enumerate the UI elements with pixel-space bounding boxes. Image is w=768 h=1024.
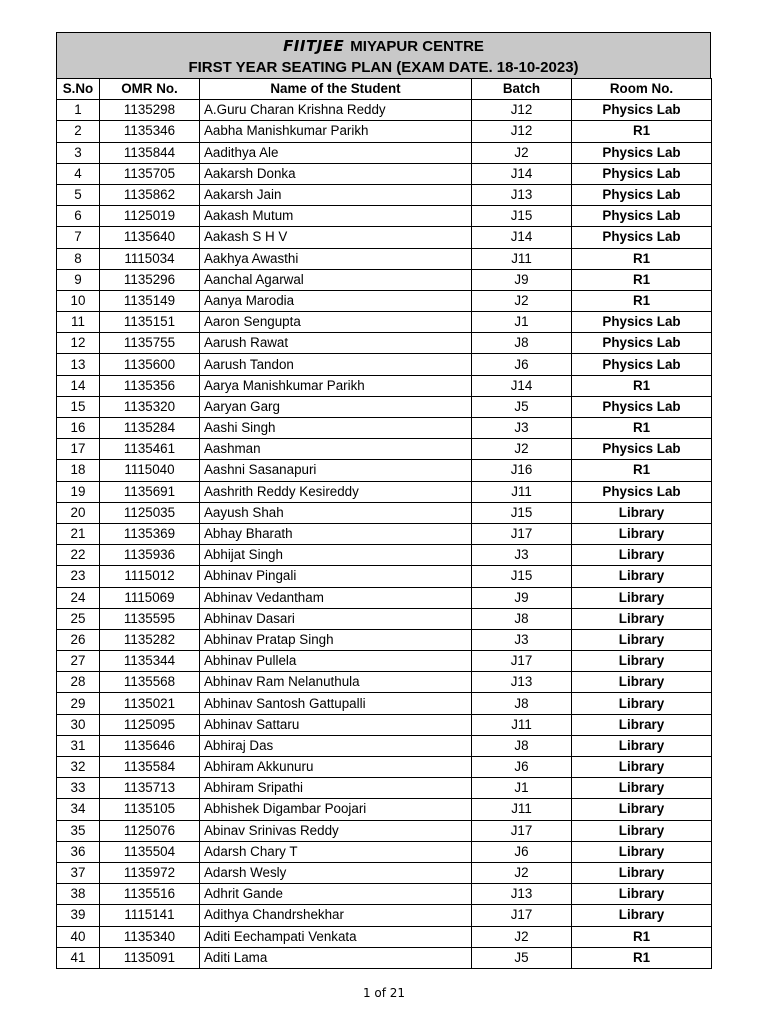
table-row <box>57 545 712 566</box>
cell-batch: J2 <box>472 439 572 460</box>
cell-student-name: Aditi Lama <box>200 947 472 968</box>
table-row <box>57 608 712 629</box>
cell-student-name: Abhinav Sattaru <box>200 714 472 735</box>
cell-batch: J3 <box>472 545 572 566</box>
cell-student-name: Aarya Manishkumar Parikh <box>200 375 472 396</box>
cell-room: Library <box>572 905 712 926</box>
cell-sno: 17 <box>57 439 100 460</box>
cell-room: Library <box>572 778 712 799</box>
cell-batch: J15 <box>472 566 572 587</box>
cell-room: R1 <box>572 248 712 269</box>
cell-room: Library <box>572 757 712 778</box>
cell-omr: 1135151 <box>100 312 200 333</box>
cell-student-name: Adarsh Wesly <box>200 862 472 883</box>
cell-batch: J11 <box>472 799 572 820</box>
seating-plan-sheet <box>56 32 711 969</box>
cell-student-name: Adarsh Chary T <box>200 841 472 862</box>
cell-batch: J17 <box>472 905 572 926</box>
cell-sno: 33 <box>57 778 100 799</box>
table-row <box>57 333 712 354</box>
cell-sno: 18 <box>57 460 100 481</box>
cell-omr: 1135369 <box>100 523 200 544</box>
cell-batch: J6 <box>472 841 572 862</box>
cell-omr: 1125095 <box>100 714 200 735</box>
page-number: 1 of 21 <box>362 986 406 1000</box>
cell-omr: 1135296 <box>100 269 200 290</box>
cell-batch: J2 <box>472 290 572 311</box>
cell-omr: 1135844 <box>100 142 200 163</box>
cell-student-name: Abhiraj Das <box>200 735 472 756</box>
cell-omr: 1135340 <box>100 926 200 947</box>
cell-sno: 5 <box>57 184 100 205</box>
cell-room: Library <box>572 523 712 544</box>
cell-sno: 12 <box>57 333 100 354</box>
cell-room: Physics Lab <box>572 142 712 163</box>
cell-sno: 7 <box>57 227 100 248</box>
cell-sno: 21 <box>57 523 100 544</box>
cell-room: Library <box>572 735 712 756</box>
cell-student-name: Aakarsh Donka <box>200 163 472 184</box>
table-row <box>57 227 712 248</box>
cell-omr: 1135568 <box>100 672 200 693</box>
cell-room: R1 <box>572 269 712 290</box>
cell-batch: J8 <box>472 333 572 354</box>
cell-room: Library <box>572 841 712 862</box>
table-row <box>57 693 712 714</box>
cell-batch: J5 <box>472 947 572 968</box>
cell-omr: 1135282 <box>100 629 200 650</box>
cell-omr: 1135504 <box>100 841 200 862</box>
table-row <box>57 566 712 587</box>
table-row <box>57 206 712 227</box>
cell-sno: 9 <box>57 269 100 290</box>
cell-student-name: Aabha Manishkumar Parikh <box>200 121 472 142</box>
cell-omr: 1135691 <box>100 481 200 502</box>
cell-omr: 1135298 <box>100 100 200 121</box>
cell-omr: 1115034 <box>100 248 200 269</box>
cell-omr: 1135595 <box>100 608 200 629</box>
cell-room: Library <box>572 545 712 566</box>
centre-name: MIYAPUR CENTRE <box>350 38 484 55</box>
table-row <box>57 502 712 523</box>
cell-room: R1 <box>572 926 712 947</box>
cell-student-name: Aadithya Ale <box>200 142 472 163</box>
cell-omr: 1115040 <box>100 460 200 481</box>
table-row <box>57 714 712 735</box>
column-header-batch: Batch <box>472 79 572 100</box>
cell-student-name: Adithya Chandrshekhar <box>200 905 472 926</box>
cell-batch: J1 <box>472 778 572 799</box>
table-row <box>57 100 712 121</box>
cell-omr: 1135600 <box>100 354 200 375</box>
cell-omr: 1135149 <box>100 290 200 311</box>
cell-batch: J13 <box>472 672 572 693</box>
cell-room: R1 <box>572 121 712 142</box>
table-row <box>57 757 712 778</box>
cell-sno: 1 <box>57 100 100 121</box>
cell-student-name: Abinav Srinivas Reddy <box>200 820 472 841</box>
table-row <box>57 184 712 205</box>
cell-batch: J17 <box>472 523 572 544</box>
cell-student-name: Aashi Singh <box>200 418 472 439</box>
cell-sno: 41 <box>57 947 100 968</box>
cell-sno: 28 <box>57 672 100 693</box>
cell-student-name: Aakash S H V <box>200 227 472 248</box>
cell-room: Library <box>572 820 712 841</box>
cell-omr: 1135346 <box>100 121 200 142</box>
cell-batch: J2 <box>472 926 572 947</box>
column-header-room: Room No. <box>572 79 712 100</box>
column-header-sno: S.No <box>57 79 100 100</box>
cell-batch: J5 <box>472 396 572 417</box>
cell-student-name: Aashman <box>200 439 472 460</box>
cell-sno: 2 <box>57 121 100 142</box>
cell-student-name: Aarush Tandon <box>200 354 472 375</box>
cell-batch: J13 <box>472 884 572 905</box>
cell-batch: J6 <box>472 757 572 778</box>
cell-room: Library <box>572 502 712 523</box>
cell-sno: 15 <box>57 396 100 417</box>
cell-omr: 1115012 <box>100 566 200 587</box>
cell-batch: J12 <box>472 100 572 121</box>
cell-omr: 1135862 <box>100 184 200 205</box>
cell-room: R1 <box>572 418 712 439</box>
table-row <box>57 587 712 608</box>
cell-student-name: Abhinav Vedantham <box>200 587 472 608</box>
cell-student-name: Abhinav Pullela <box>200 651 472 672</box>
cell-omr: 1135091 <box>100 947 200 968</box>
cell-omr: 1135344 <box>100 651 200 672</box>
cell-batch: J11 <box>472 481 572 502</box>
cell-batch: J15 <box>472 502 572 523</box>
cell-batch: J6 <box>472 354 572 375</box>
cell-omr: 1135713 <box>100 778 200 799</box>
table-row <box>57 418 712 439</box>
cell-room: Library <box>572 566 712 587</box>
table-row <box>57 905 712 926</box>
table-row <box>57 799 712 820</box>
cell-room: Library <box>572 608 712 629</box>
cell-omr: 1135021 <box>100 693 200 714</box>
cell-batch: J8 <box>472 693 572 714</box>
cell-student-name: Aayush Shah <box>200 502 472 523</box>
cell-room: Physics Lab <box>572 206 712 227</box>
cell-batch: J9 <box>472 269 572 290</box>
table-row <box>57 375 712 396</box>
table-row <box>57 312 712 333</box>
cell-batch: J14 <box>472 227 572 248</box>
cell-omr: 1135105 <box>100 799 200 820</box>
cell-batch: J15 <box>472 206 572 227</box>
cell-sno: 13 <box>57 354 100 375</box>
cell-room: Physics Lab <box>572 184 712 205</box>
cell-student-name: A.Guru Charan Krishna Reddy <box>200 100 472 121</box>
cell-sno: 31 <box>57 735 100 756</box>
cell-batch: J9 <box>472 587 572 608</box>
cell-omr: 1135461 <box>100 439 200 460</box>
cell-omr: 1135356 <box>100 375 200 396</box>
cell-room: Physics Lab <box>572 481 712 502</box>
table-row <box>57 778 712 799</box>
cell-omr: 1125019 <box>100 206 200 227</box>
cell-room: R1 <box>572 947 712 968</box>
cell-sno: 23 <box>57 566 100 587</box>
title-line-centre <box>57 33 710 58</box>
title-block <box>56 32 711 78</box>
cell-room: Physics Lab <box>572 163 712 184</box>
cell-student-name: Abhinav Dasari <box>200 608 472 629</box>
cell-room: Library <box>572 862 712 883</box>
cell-omr: 1135584 <box>100 757 200 778</box>
cell-student-name: Abhinav Pratap Singh <box>200 629 472 650</box>
cell-student-name: Aashni Sasanapuri <box>200 460 472 481</box>
cell-sno: 8 <box>57 248 100 269</box>
table-row <box>57 629 712 650</box>
table-row <box>57 884 712 905</box>
cell-student-name: Aarush Rawat <box>200 333 472 354</box>
cell-batch: J12 <box>472 121 572 142</box>
table-row <box>57 926 712 947</box>
cell-sno: 36 <box>57 841 100 862</box>
table-row <box>57 396 712 417</box>
table-row <box>57 163 712 184</box>
cell-omr: 1135646 <box>100 735 200 756</box>
cell-batch: J3 <box>472 418 572 439</box>
table-row <box>57 651 712 672</box>
cell-sno: 19 <box>57 481 100 502</box>
cell-sno: 25 <box>57 608 100 629</box>
table-row <box>57 121 712 142</box>
cell-sno: 26 <box>57 629 100 650</box>
cell-batch: J11 <box>472 714 572 735</box>
table-header-row <box>57 79 712 100</box>
cell-room: Library <box>572 799 712 820</box>
cell-sno: 35 <box>57 820 100 841</box>
cell-room: Library <box>572 884 712 905</box>
column-header-name: Name of the Student <box>200 79 472 100</box>
cell-batch: J1 <box>472 312 572 333</box>
cell-omr: 1135755 <box>100 333 200 354</box>
cell-room: Library <box>572 587 712 608</box>
cell-omr: 1115069 <box>100 587 200 608</box>
cell-room: Library <box>572 651 712 672</box>
cell-student-name: Aaron Sengupta <box>200 312 472 333</box>
cell-batch: J14 <box>472 163 572 184</box>
cell-student-name: Abhiram Akkunuru <box>200 757 472 778</box>
cell-student-name: Abhishek Digambar Poojari <box>200 799 472 820</box>
cell-sno: 3 <box>57 142 100 163</box>
cell-sno: 29 <box>57 693 100 714</box>
cell-room: Library <box>572 693 712 714</box>
cell-room: Physics Lab <box>572 333 712 354</box>
cell-student-name: Aakarsh Jain <box>200 184 472 205</box>
column-header-omr: OMR No. <box>100 79 200 100</box>
table-row <box>57 481 712 502</box>
cell-omr: 1135640 <box>100 227 200 248</box>
cell-batch: J17 <box>472 651 572 672</box>
cell-sno: 32 <box>57 757 100 778</box>
cell-sno: 39 <box>57 905 100 926</box>
cell-omr: 1135936 <box>100 545 200 566</box>
cell-room: Library <box>572 672 712 693</box>
table-row <box>57 290 712 311</box>
cell-batch: J2 <box>472 142 572 163</box>
cell-student-name: Abhinav Santosh Gattupalli <box>200 693 472 714</box>
cell-sno: 16 <box>57 418 100 439</box>
cell-omr: 1135516 <box>100 884 200 905</box>
cell-room: Physics Lab <box>572 439 712 460</box>
cell-student-name: Aditi Eechampati Venkata <box>200 926 472 947</box>
cell-student-name: Aaryan Garg <box>200 396 472 417</box>
table-row <box>57 460 712 481</box>
cell-sno: 40 <box>57 926 100 947</box>
cell-sno: 30 <box>57 714 100 735</box>
cell-batch: J14 <box>472 375 572 396</box>
cell-student-name: Abhinav Ram Nelanuthula <box>200 672 472 693</box>
table-row <box>57 862 712 883</box>
cell-sno: 34 <box>57 799 100 820</box>
cell-sno: 10 <box>57 290 100 311</box>
cell-room: R1 <box>572 375 712 396</box>
cell-sno: 14 <box>57 375 100 396</box>
cell-student-name: Aashrith Reddy Kesireddy <box>200 481 472 502</box>
cell-room: R1 <box>572 290 712 311</box>
cell-room: Library <box>572 714 712 735</box>
fiitjee-logo: FIITJEE <box>283 37 345 55</box>
cell-sno: 37 <box>57 862 100 883</box>
cell-room: R1 <box>572 460 712 481</box>
table-row <box>57 248 712 269</box>
seating-table <box>56 78 712 969</box>
cell-student-name: Aanchal Agarwal <box>200 269 472 290</box>
cell-omr: 1125076 <box>100 820 200 841</box>
cell-omr: 1135284 <box>100 418 200 439</box>
table-row <box>57 735 712 756</box>
cell-omr: 1135705 <box>100 163 200 184</box>
table-row <box>57 672 712 693</box>
cell-batch: J16 <box>472 460 572 481</box>
cell-batch: J8 <box>472 735 572 756</box>
table-row <box>57 142 712 163</box>
table-row <box>57 269 712 290</box>
cell-room: Library <box>572 629 712 650</box>
page-title: FIRST YEAR SEATING PLAN (EXAM DATE. 18-10-2023) <box>188 59 579 76</box>
cell-room: Physics Lab <box>572 312 712 333</box>
cell-batch: J8 <box>472 608 572 629</box>
cell-sno: 22 <box>57 545 100 566</box>
cell-sno: 6 <box>57 206 100 227</box>
cell-omr: 1125035 <box>100 502 200 523</box>
table-row <box>57 354 712 375</box>
cell-sno: 24 <box>57 587 100 608</box>
cell-room: Physics Lab <box>572 396 712 417</box>
cell-batch: J2 <box>472 862 572 883</box>
cell-sno: 38 <box>57 884 100 905</box>
cell-omr: 1135320 <box>100 396 200 417</box>
cell-student-name: Abhiram Sripathi <box>200 778 472 799</box>
cell-omr: 1135972 <box>100 862 200 883</box>
cell-student-name: Adhrit Gande <box>200 884 472 905</box>
cell-room: Physics Lab <box>572 227 712 248</box>
cell-batch: J11 <box>472 248 572 269</box>
table-row <box>57 841 712 862</box>
cell-batch: J13 <box>472 184 572 205</box>
cell-room: Physics Lab <box>572 354 712 375</box>
table-row <box>57 439 712 460</box>
cell-student-name: Abhinav Pingali <box>200 566 472 587</box>
cell-student-name: Abhijat Singh <box>200 545 472 566</box>
table-row <box>57 947 712 968</box>
cell-student-name: Aakhya Awasthi <box>200 248 472 269</box>
table-body <box>57 100 712 969</box>
cell-batch: J3 <box>472 629 572 650</box>
cell-student-name: Aanya Marodia <box>200 290 472 311</box>
table-row <box>57 820 712 841</box>
cell-student-name: Abhay Bharath <box>200 523 472 544</box>
cell-room: Physics Lab <box>572 100 712 121</box>
cell-omr: 1115141 <box>100 905 200 926</box>
cell-sno: 11 <box>57 312 100 333</box>
cell-sno: 20 <box>57 502 100 523</box>
cell-sno: 27 <box>57 651 100 672</box>
cell-student-name: Aakash Mutum <box>200 206 472 227</box>
cell-sno: 4 <box>57 163 100 184</box>
table-row <box>57 523 712 544</box>
cell-batch: J17 <box>472 820 572 841</box>
